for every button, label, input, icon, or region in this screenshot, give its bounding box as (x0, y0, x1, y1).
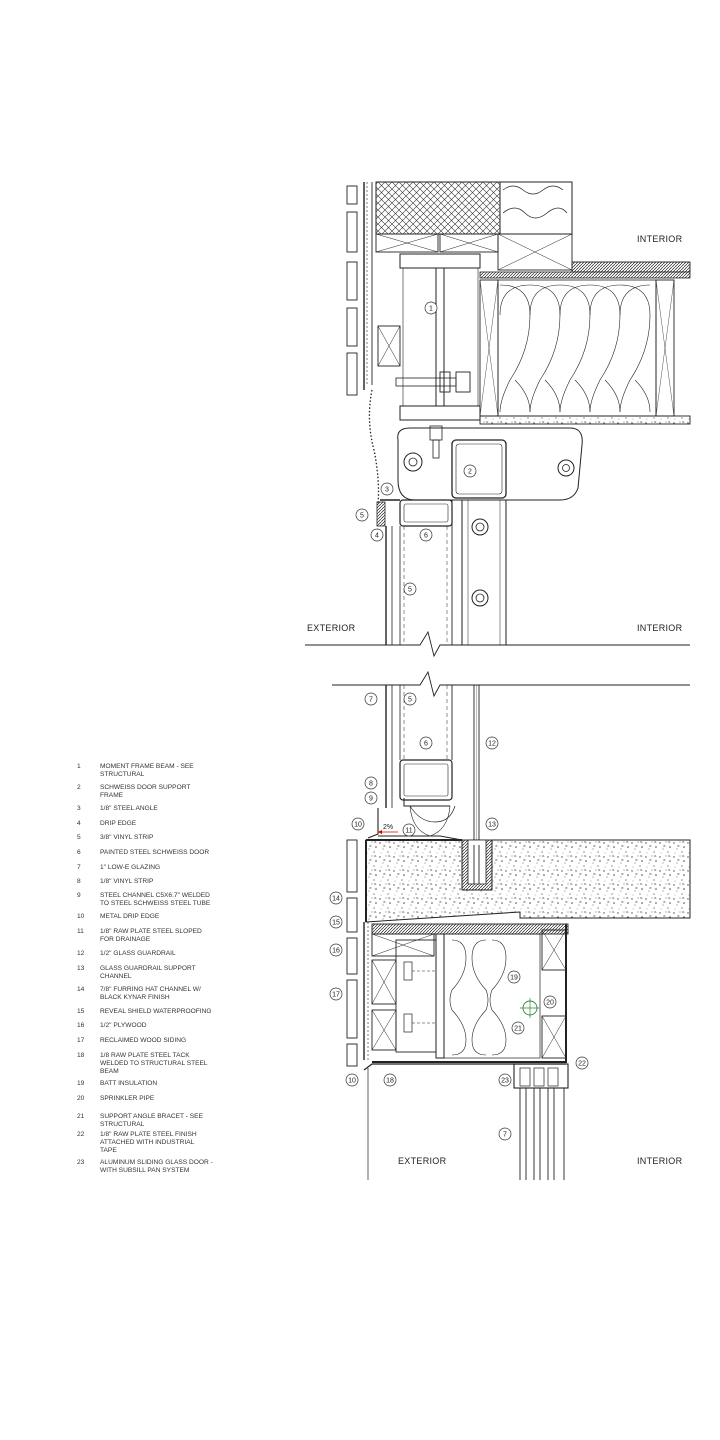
legend-text: BLACK KYNAR FINISH (100, 994, 170, 1001)
legend-text: 1/8" RAW PLATE STEEL SLOPED (100, 928, 202, 935)
callout-9: 9 (369, 795, 373, 803)
legend-text: GLASS GUARDRAIL SUPPORT (100, 965, 196, 972)
legend-number: 11 (77, 928, 84, 935)
lower-section (332, 672, 690, 1180)
legend-text: 1/2" GLASS GUARDRAIL (100, 950, 176, 957)
callout-20: 20 (546, 999, 554, 1007)
callout-6: 6 (424, 740, 428, 748)
legend-number: 6 (77, 849, 81, 856)
legend-text: WITH SUBSILL PAN SYSTEM (100, 1167, 190, 1174)
callout-2: 2 (468, 468, 472, 476)
legend-number: 9 (77, 892, 81, 899)
callout-10: 10 (348, 1077, 356, 1085)
legend-text: 1/2" PLYWOOD (100, 1022, 147, 1029)
legend-text: TAPE (100, 1147, 117, 1154)
siding-strips-top (347, 186, 357, 395)
legend-number: 16 (77, 1022, 85, 1029)
legend-text: WELDED TO STRUCTURAL STEEL (100, 1060, 208, 1067)
legend-text: ATTACHED WITH INDUSTRIAL (100, 1139, 195, 1146)
legend-text: MOMENT FRAME BEAM - SEE (100, 763, 194, 770)
legend-number: 7 (77, 864, 81, 871)
legend-text: 1/8" VINYL STRIP (100, 878, 154, 885)
label-interior-mid: INTERIOR (637, 623, 683, 633)
legend-number: 22 (77, 1131, 85, 1138)
callout-5: 5 (360, 512, 364, 520)
callout-3: 3 (385, 486, 389, 494)
legend-number: 20 (77, 1095, 85, 1102)
legend-text: STEEL CHANNEL C5X6.7" WELDED (100, 892, 210, 899)
legend-text: PAINTED STEEL SCHWEISS DOOR (100, 849, 210, 856)
callout-11: 11 (405, 827, 413, 835)
legend-number: 10 (77, 913, 85, 920)
legend-text: 1/8" STEEL ANGLE (100, 805, 158, 812)
legend (77, 763, 213, 1174)
callout-15: 15 (332, 919, 340, 927)
callout-14: 14 (332, 895, 340, 903)
callout-12: 12 (488, 740, 496, 748)
callout-numbers (332, 306, 586, 1139)
label-interior-bottom: INTERIOR (637, 1156, 683, 1166)
legend-text: FRAME (100, 792, 124, 799)
callout-5: 5 (408, 586, 412, 594)
legend-number: 14 (77, 986, 85, 993)
legend-text: CHANNEL (100, 973, 132, 980)
callout-1: 1 (429, 305, 433, 313)
callout-7: 7 (369, 696, 373, 704)
legend-text: METAL DRIP EDGE (100, 913, 160, 920)
legend-number: 19 (77, 1080, 85, 1087)
legend-number: 2 (77, 784, 81, 791)
legend-text: SUPPORT ANGLE BRACET - SEE (100, 1113, 203, 1120)
legend-number: 8 (77, 878, 81, 885)
legend-text: DRIP EDGE (100, 820, 137, 827)
legend-text: ALUMINUM SLIDING GLASS DOOR - (100, 1159, 213, 1166)
legend-number: 17 (77, 1037, 85, 1044)
legend-number: 15 (77, 1008, 85, 1015)
legend-text: 3/8" VINYL STRIP (100, 834, 154, 841)
callout-4: 4 (375, 532, 379, 540)
legend-text: RECLAIMED WOOD SIDING (100, 1037, 187, 1044)
label-exterior-mid: EXTERIOR (307, 623, 356, 633)
callout-5: 5 (408, 696, 412, 704)
callout-6: 6 (424, 532, 428, 540)
legend-text: BATT INSULATION (100, 1080, 158, 1087)
callout-13: 13 (488, 821, 496, 829)
legend-number: 4 (77, 820, 81, 827)
callout-19: 19 (510, 974, 518, 982)
legend-number: 1 (77, 763, 81, 770)
callout-18: 18 (386, 1077, 394, 1085)
legend-number: 13 (77, 965, 85, 972)
legend-text: BEAM (100, 1068, 119, 1075)
legend-number: 21 (77, 1113, 85, 1120)
legend-text: 1" LOW-E GLAZING (100, 864, 161, 871)
legend-text: REVEAL SHIELD WATERPROOFING (100, 1008, 212, 1015)
legend-number: 18 (77, 1052, 85, 1059)
slope-label: 2% (383, 824, 394, 831)
siding-strips-bottom (347, 840, 357, 1066)
upper-section (305, 182, 690, 656)
callout-8: 8 (369, 780, 373, 788)
legend-text: FOR DRAINAGE (100, 936, 151, 943)
callout-10: 10 (354, 821, 362, 829)
callout-16: 16 (332, 947, 340, 955)
legend-number: 5 (77, 834, 81, 841)
callout-22: 22 (578, 1060, 586, 1068)
legend-text: STRUCTURAL (100, 1121, 145, 1128)
legend-number: 23 (77, 1159, 85, 1166)
callout-7: 7 (503, 1131, 507, 1139)
callout-23: 23 (501, 1077, 509, 1085)
legend-text: 1/8 RAW PLATE STEEL TACK (100, 1052, 190, 1059)
legend-text: SPRINKLER PIPE (100, 1095, 155, 1102)
label-exterior-bottom: EXTERIOR (398, 1156, 447, 1166)
callout-17: 17 (332, 991, 340, 999)
legend-text: SCHWEISS DOOR SUPPORT (100, 784, 191, 791)
label-interior-top: INTERIOR (637, 234, 683, 244)
slope-indicator (378, 824, 398, 834)
legend-number: 3 (77, 805, 81, 812)
legend-text: TO STEEL SCHWEISS STEEL TUBE (100, 900, 211, 907)
legend-text: 1/8" RAW PLATE STEEL FINISH (100, 1131, 197, 1138)
callout-21: 21 (514, 1025, 522, 1033)
legend-text: STRUCTURAL (100, 771, 145, 778)
legend-text: 7/8" FURRING HAT CHANNEL W/ (100, 986, 201, 993)
legend-number: 12 (77, 950, 85, 957)
